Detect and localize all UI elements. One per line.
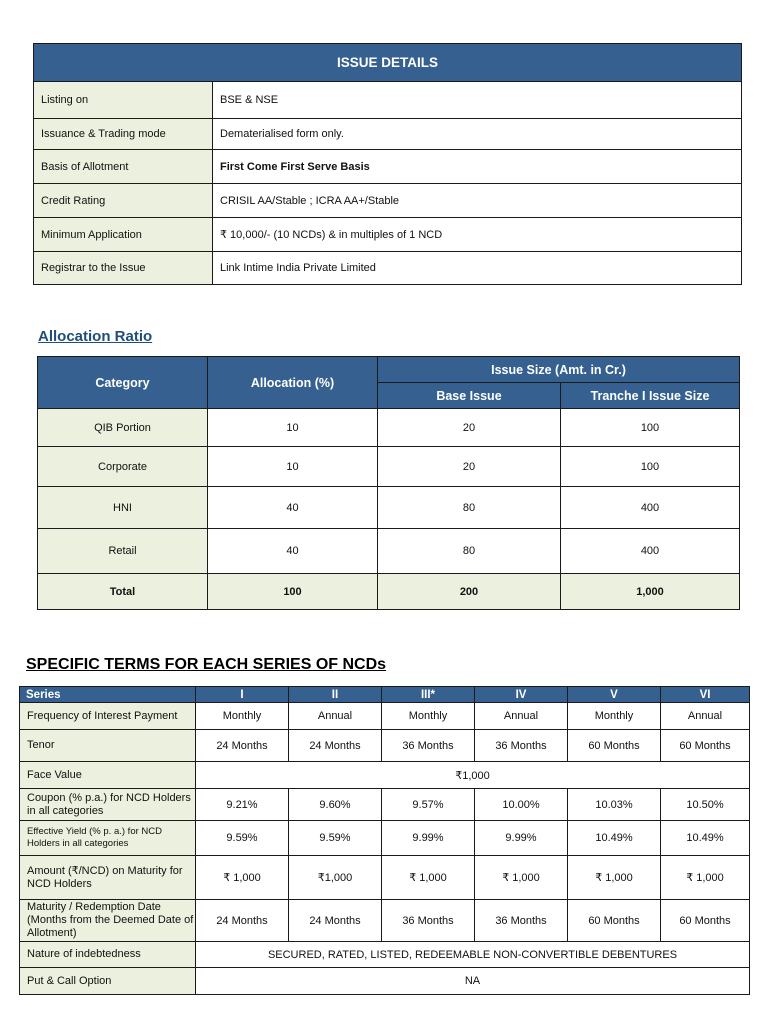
coupon-cell: 9.57% [382, 789, 475, 821]
series-col: VI [661, 687, 750, 703]
allocation-percent: 10 [208, 447, 378, 487]
coupon-label: Coupon (% p.a.) for NCD Holders in all categories [20, 789, 196, 821]
face-value-label: Face Value [20, 762, 196, 789]
amount-maturity-cell: ₹ 1,000 [475, 856, 568, 900]
issue-row-credit-rating [34, 184, 742, 218]
allocation-row [38, 409, 740, 447]
amount-maturity-cell: ₹ 1,000 [196, 856, 289, 900]
issue-row-allotment [34, 150, 742, 184]
nature-row [20, 942, 750, 968]
nature-cell: SECURED, RATED, LISTED, REDEEMABLE NON-CONVERTIBLE DEBENTURES [196, 942, 750, 968]
effective-yield-label: Effective Yield (% p. a.) for NCD Holders in all categories [20, 821, 196, 856]
frequency-cell: Annual [475, 703, 568, 730]
allocation-row [38, 487, 740, 529]
maturity-date-cell: 36 Months [382, 900, 475, 942]
series-col: III* [382, 687, 475, 703]
allocation-category: QIB Portion [38, 409, 208, 447]
effective-yield-cell: 9.99% [382, 821, 475, 856]
issue-label: Issuance & Trading mode [34, 119, 213, 150]
issue-value: First Come First Serve Basis [213, 150, 742, 184]
allocation-tranche: 400 [561, 529, 740, 574]
tenor-cell: 36 Months [382, 730, 475, 762]
face-value-cell: ₹1,000 [196, 762, 750, 789]
allocation-header-row [38, 357, 740, 383]
category-header: Category [38, 357, 208, 409]
allocation-row [38, 447, 740, 487]
allocation-percent: 40 [208, 529, 378, 574]
allocation-row [38, 529, 740, 574]
allocation-category: Corporate [38, 447, 208, 487]
allocation-category: Retail [38, 529, 208, 574]
allocation-base: 20 [378, 447, 561, 487]
allocation-category: HNI [38, 487, 208, 529]
allocation-base: 80 [378, 487, 561, 529]
issue-value: CRISIL AA/Stable ; ICRA AA+/Stable [213, 184, 742, 218]
tenor-cell: 60 Months [661, 730, 750, 762]
effective-yield-cell: 9.99% [475, 821, 568, 856]
issue-label: Minimum Application [34, 218, 213, 252]
effective-yield-cell: 10.49% [661, 821, 750, 856]
effective-yield-cell: 10.49% [568, 821, 661, 856]
amount-maturity-cell: ₹ 1,000 [568, 856, 661, 900]
coupon-cell: 9.21% [196, 789, 289, 821]
amount-maturity-cell: ₹ 1,000 [382, 856, 475, 900]
issue-label: Credit Rating [34, 184, 213, 218]
issue-details-table [33, 43, 742, 285]
issue-size-header: Issue Size (Amt. in Cr.) [378, 357, 740, 383]
tranche-header: Tranche I Issue Size [561, 383, 740, 409]
issue-details-header-row [34, 44, 742, 82]
face-value-row [20, 762, 750, 789]
amount-maturity-row [20, 856, 750, 900]
maturity-date-row [20, 900, 750, 942]
coupon-cell: 10.50% [661, 789, 750, 821]
amount-maturity-cell: ₹ 1,000 [661, 856, 750, 900]
specific-terms-heading: SPECIFIC TERMS FOR EACH SERIES OF NCDs [26, 656, 387, 673]
effective-yield-row [20, 821, 750, 856]
allocation-ratio-heading: Allocation Ratio [38, 328, 153, 345]
maturity-date-label: Maturity / Redemption Date (Months from the Deemed Date of Allotment) [20, 900, 196, 942]
issue-row-registrar [34, 252, 742, 285]
issue-row-trading-mode [34, 119, 742, 150]
issue-label: Listing on [34, 82, 213, 119]
series-col: IV [475, 687, 568, 703]
maturity-date-cell: 60 Months [661, 900, 750, 942]
issue-label: Registrar to the Issue [34, 252, 213, 285]
frequency-cell: Annual [289, 703, 382, 730]
frequency-cell: Monthly [568, 703, 661, 730]
total-label: Total [38, 574, 208, 610]
coupon-cell: 10.00% [475, 789, 568, 821]
tenor-cell: 24 Months [196, 730, 289, 762]
series-header-row [20, 687, 750, 703]
coupon-row [20, 789, 750, 821]
issue-value: Link Intime India Private Limited [213, 252, 742, 285]
allocation-percent: 10 [208, 409, 378, 447]
issue-details-title: ISSUE DETAILS [34, 44, 742, 82]
total-base: 200 [378, 574, 561, 610]
frequency-cell: Monthly [196, 703, 289, 730]
tenor-label: Tenor [20, 730, 196, 762]
issue-value: BSE & NSE [213, 82, 742, 119]
frequency-row [20, 703, 750, 730]
amount-maturity-cell: ₹1,000 [289, 856, 382, 900]
allocation-base: 20 [378, 409, 561, 447]
coupon-cell: 10.03% [568, 789, 661, 821]
maturity-date-cell: 24 Months [196, 900, 289, 942]
allocation-base: 80 [378, 529, 561, 574]
allocation-percent: 40 [208, 487, 378, 529]
put-call-label: Put & Call Option [20, 968, 196, 995]
series-col: II [289, 687, 382, 703]
effective-yield-cell: 9.59% [289, 821, 382, 856]
issue-value: Dematerialised form only. [213, 119, 742, 150]
series-label: Series [20, 687, 196, 703]
issue-row-min-application [34, 218, 742, 252]
maturity-date-cell: 60 Months [568, 900, 661, 942]
base-issue-header: Base Issue [378, 383, 561, 409]
frequency-cell: Annual [661, 703, 750, 730]
allocation-tranche: 400 [561, 487, 740, 529]
specific-terms-table [19, 686, 750, 995]
frequency-cell: Monthly [382, 703, 475, 730]
allocation-table [37, 356, 740, 610]
tenor-cell: 24 Months [289, 730, 382, 762]
coupon-cell: 9.60% [289, 789, 382, 821]
issue-label: Basis of Allotment [34, 150, 213, 184]
allocation-header: Allocation (%) [208, 357, 378, 409]
frequency-label: Frequency of Interest Payment [20, 703, 196, 730]
issue-row-listing [34, 82, 742, 119]
total-tranche: 1,000 [561, 574, 740, 610]
issue-value: ₹ 10,000/- (10 NCDs) & in multiples of 1 NCD [213, 218, 742, 252]
put-call-cell: NA [196, 968, 750, 995]
effective-yield-cell: 9.59% [196, 821, 289, 856]
maturity-date-cell: 24 Months [289, 900, 382, 942]
amount-maturity-label: Amount (₹/NCD) on Maturity for NCD Holders [20, 856, 196, 900]
tenor-row [20, 730, 750, 762]
allocation-total-row [38, 574, 740, 610]
total-allocation: 100 [208, 574, 378, 610]
tenor-cell: 36 Months [475, 730, 568, 762]
allocation-tranche: 100 [561, 409, 740, 447]
tenor-cell: 60 Months [568, 730, 661, 762]
nature-label: Nature of indebtedness [20, 942, 196, 968]
allocation-tranche: 100 [561, 447, 740, 487]
series-col: V [568, 687, 661, 703]
maturity-date-cell: 36 Months [475, 900, 568, 942]
put-call-row [20, 968, 750, 995]
series-col: I [196, 687, 289, 703]
